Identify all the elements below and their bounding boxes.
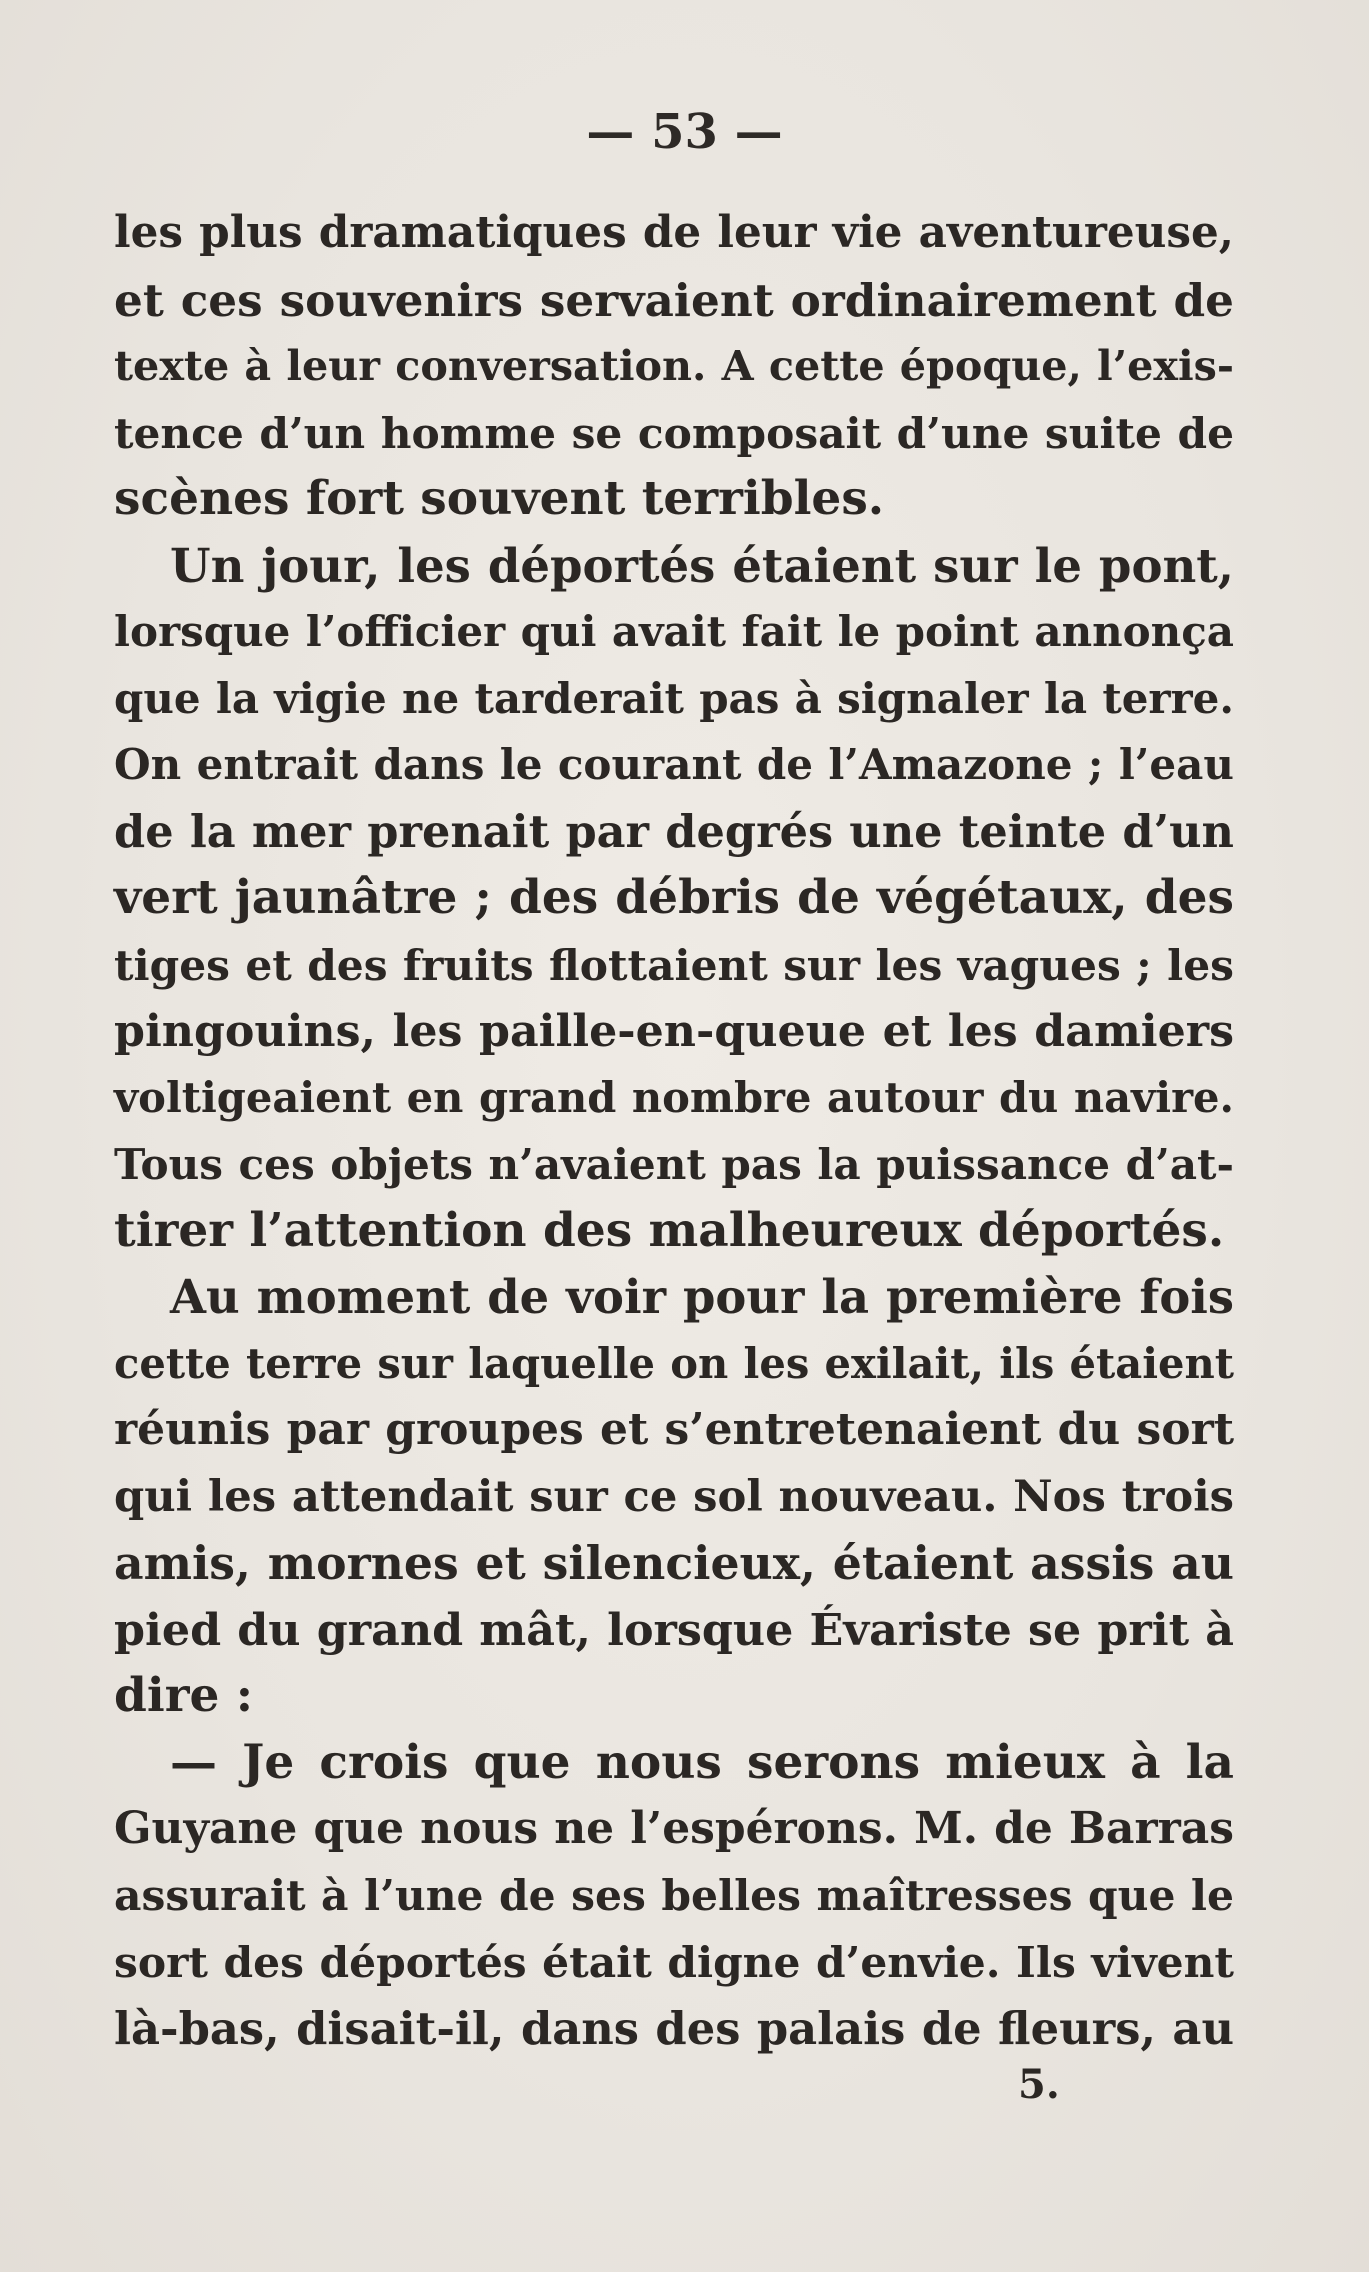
- text-line: voltigeaient en grand nombre autour du navire.: [114, 1072, 1234, 1122]
- text-line: Un jour, les déportés étaient sur le pont,: [170, 537, 1234, 593]
- text-line: pingouins, les paille-en-queue et les damiers: [114, 1005, 1234, 1057]
- text-line: qui les attendait sur ce sol nouveau. Nos trois: [114, 1470, 1234, 1522]
- text-line: On entrait dans le courant de l’Amazone ; l’eau: [114, 740, 1234, 789]
- text-line: — Je crois que nous serons mieux à la: [170, 1734, 1234, 1790]
- text-line: cette terre sur laquelle on les exilait, ils étaient: [114, 1338, 1234, 1388]
- text-line: les plus dramatiques de leur vie aventureuse,: [114, 207, 1234, 258]
- text-line: Guyane que nous ne l’espérons. M. de Barras: [114, 1803, 1234, 1854]
- text-line: tirer l’attention des malheureux déportés.: [114, 1202, 1225, 1258]
- text-line: vert jaunâtre ; des débris de végétaux, des: [114, 870, 1234, 925]
- text-line: sort des déportés était digne d’envie. Ils vivent: [114, 1937, 1234, 1987]
- page-number-header: — 53 —: [586, 104, 783, 160]
- text-line: Tous ces objets n’avaient pas la puissance d’at-: [114, 1139, 1234, 1189]
- text-line: de la mer prenait par degrés une teinte d’un: [114, 804, 1234, 858]
- signature-mark: 5.: [1018, 2061, 1060, 2108]
- text-line: et ces souvenirs servaient ordinairement de: [114, 272, 1234, 327]
- text-line: tence d’un homme se composait d’une suite de: [114, 407, 1234, 458]
- text-line: texte à leur conversation. A cette époque, l’exis-: [114, 341, 1234, 390]
- text-line: Au moment de voir pour la première fois: [170, 1269, 1234, 1324]
- text-line: dire :: [114, 1668, 254, 1723]
- text-line: scènes fort souvent terribles.: [114, 471, 885, 526]
- text-line: amis, mornes et silencieux, étaient assis au: [114, 1536, 1234, 1590]
- text-line: pied du grand mât, lorsque Évariste se prit à: [114, 1603, 1234, 1656]
- text-line: assurait à l’une de ses belles maîtresses que le: [114, 1870, 1234, 1921]
- text-line: tiges et des fruits flottaient sur les vagues ; les: [114, 939, 1234, 990]
- text-line: réunis par groupes et s’entretenaient du sort: [114, 1404, 1234, 1455]
- body-text: [114, 200, 1234, 2062]
- text-line: que la vigie ne tarderait pas à signaler la terre.: [114, 673, 1234, 723]
- text-line: là-bas, disait-il, dans des palais de fleurs, au: [114, 2001, 1234, 2055]
- text-line: lorsque l’officier qui avait fait le point annonça: [114, 607, 1234, 656]
